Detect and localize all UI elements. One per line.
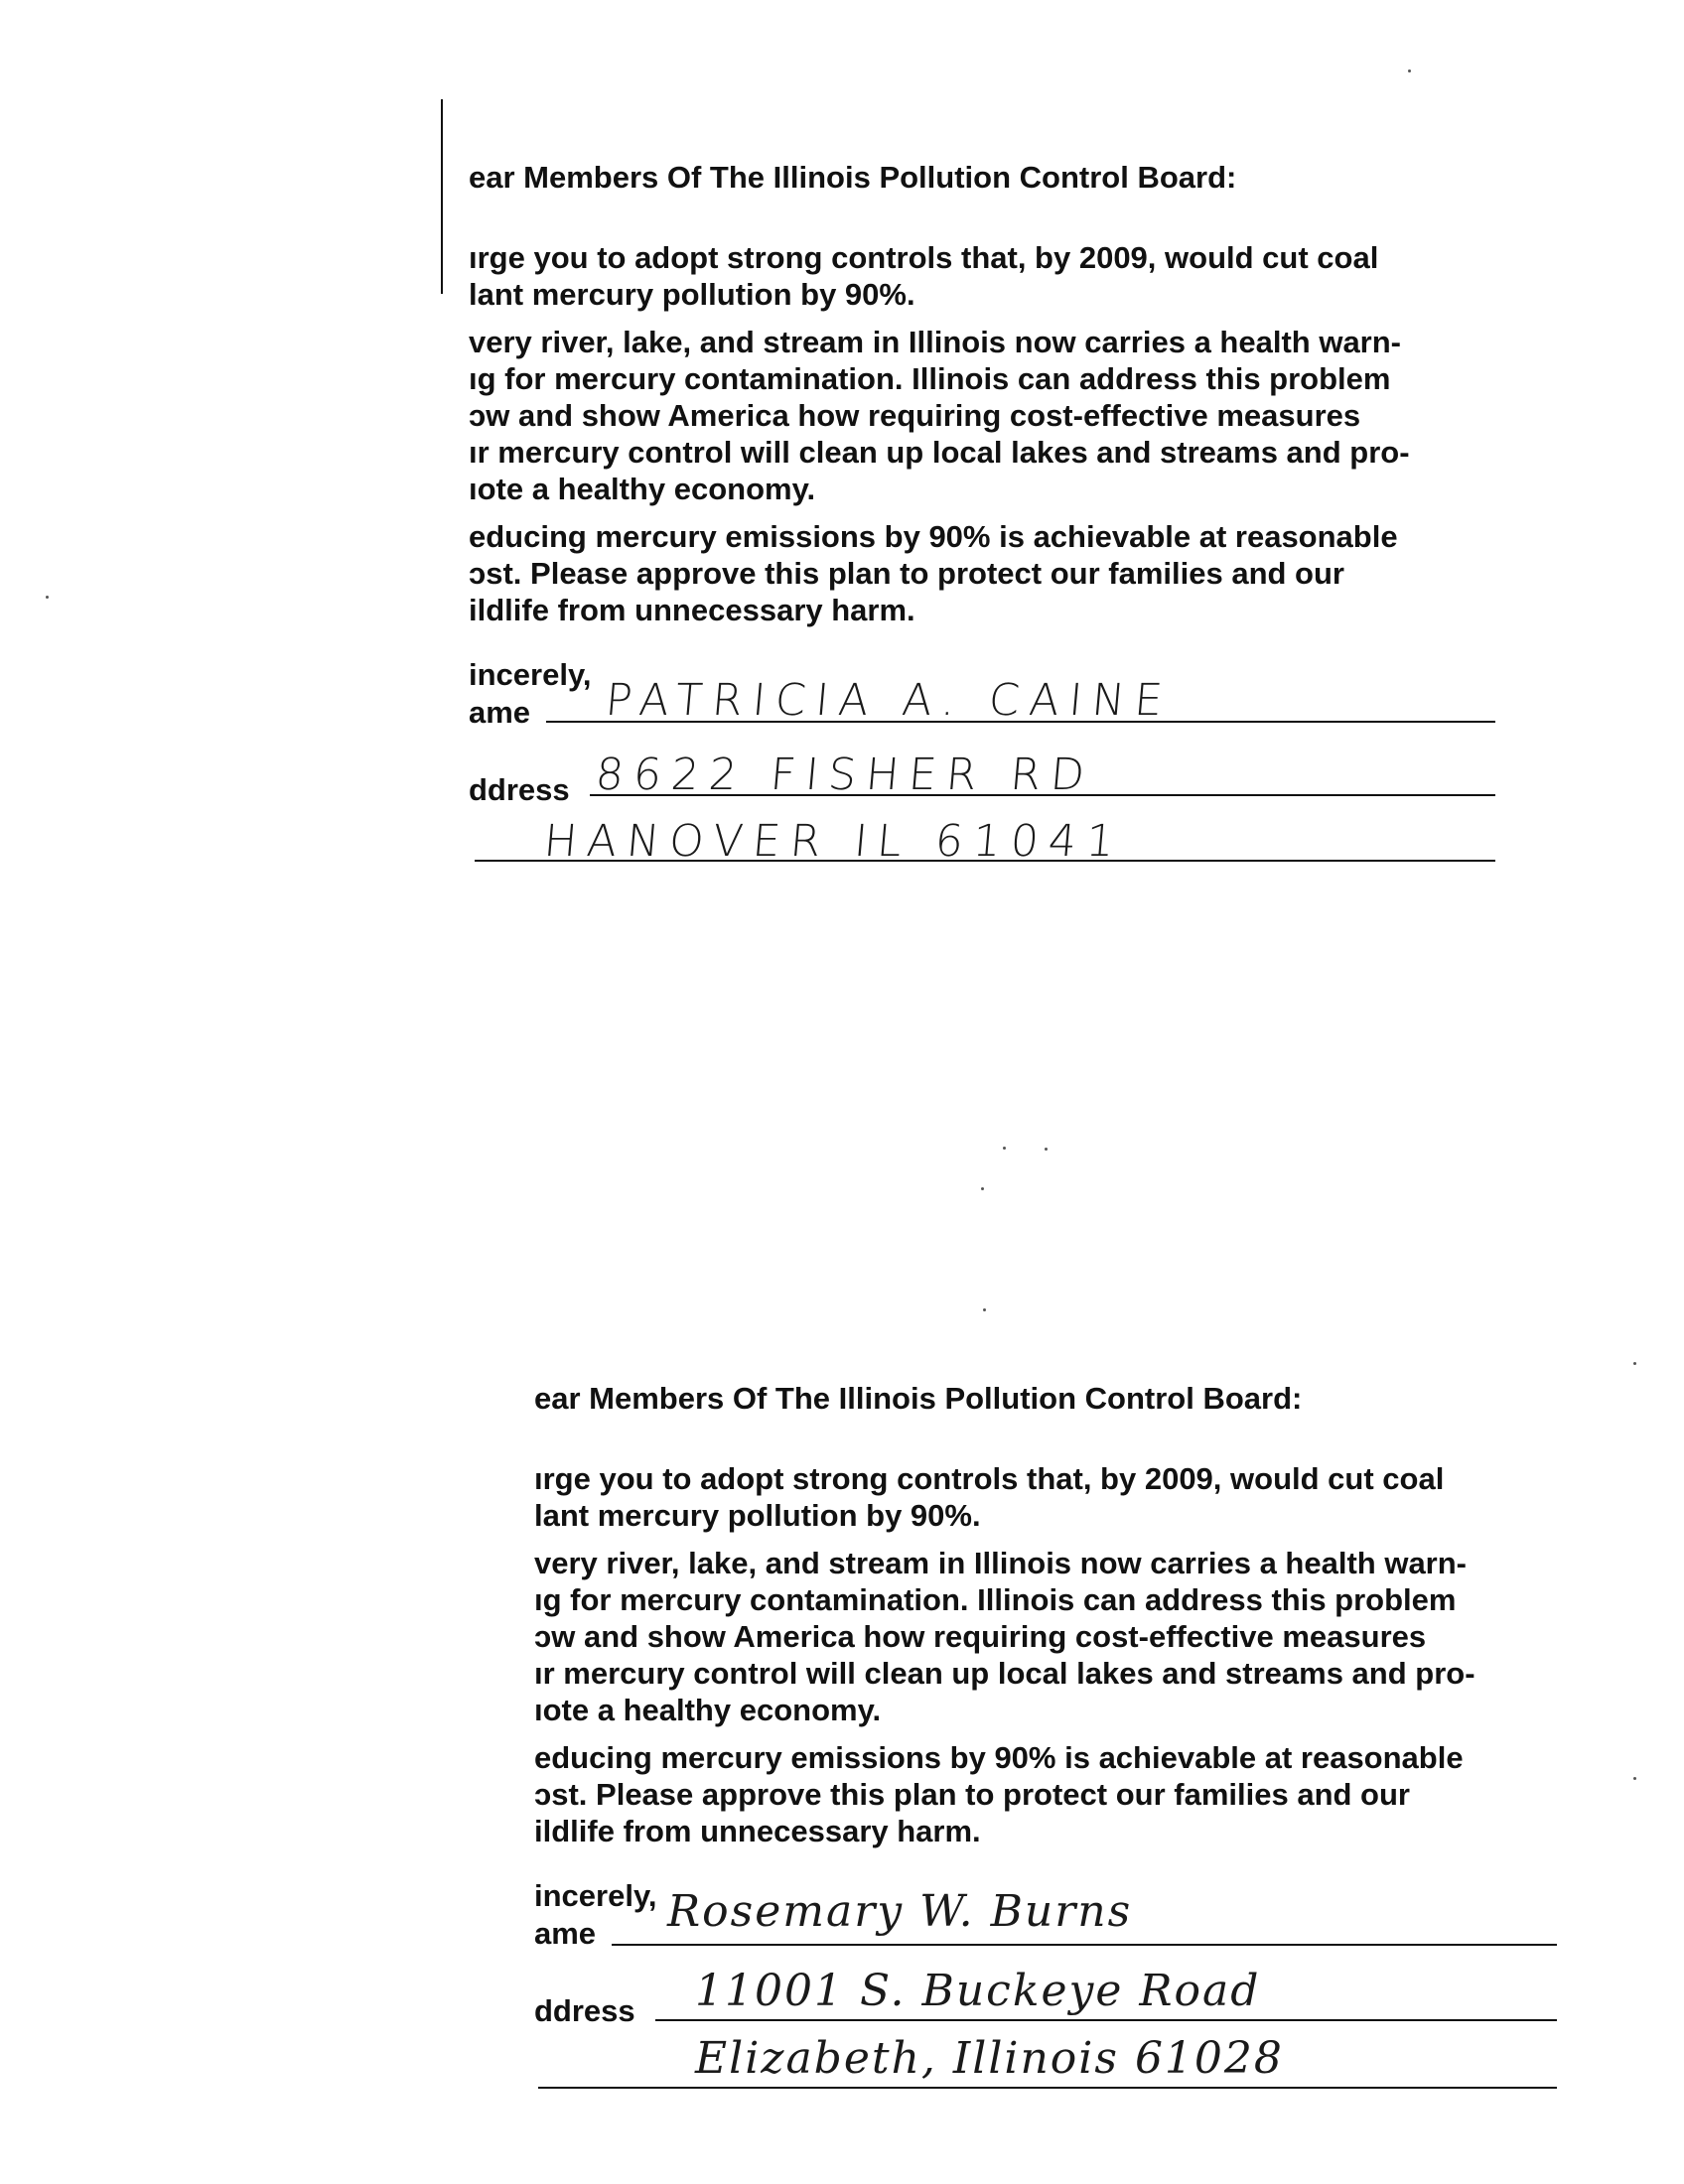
- text-line: very river, lake, and stream in Illinois now carries a health warn-: [534, 1546, 1468, 1580]
- paragraph-2: [469, 324, 1410, 507]
- salutation: ear Members Of The Illinois Pollution Control Board:: [469, 160, 1237, 195]
- text-line: ıote a healthy economy.: [534, 1693, 882, 1727]
- handwritten-address-line-1: 8622 FISHER RD: [593, 750, 1097, 800]
- closing: incerely,: [469, 657, 592, 692]
- name-label: ame: [469, 695, 531, 730]
- text-line: ɔst. Please approve this plan to protect our families and our: [534, 1777, 1410, 1812]
- text-line: lant mercury pollution by 90%.: [534, 1498, 981, 1533]
- scan-speck: [46, 596, 49, 599]
- scan-speck: [1003, 1147, 1006, 1150]
- handwritten-name: PATRICIA A. CAINE: [603, 675, 1175, 726]
- paragraph-1: [534, 1460, 1475, 1534]
- text-line: ıote a healthy economy.: [469, 472, 816, 506]
- text-line: ırge you to adopt strong controls that, by 2009, would cut coal: [534, 1461, 1445, 1496]
- name-line: [612, 1944, 1557, 1946]
- text-line: ɔst. Please approve this plan to protect our families and our: [469, 556, 1344, 591]
- scan-speck: [983, 1308, 986, 1311]
- text-line: ıg for mercury contamination. Illinois can address this problem: [534, 1582, 1457, 1617]
- text-line: very river, lake, and stream in Illinois now carries a health warn-: [469, 325, 1402, 359]
- text-line: educing mercury emissions by 90% is achievable at reasonable: [469, 519, 1398, 554]
- letter-2: [534, 1380, 1475, 1860]
- paragraph-3: [534, 1739, 1475, 1849]
- scan-edge-mark: [441, 280, 443, 294]
- handwritten-address-line-2: HANOVER IL 61041: [541, 816, 1127, 867]
- text-line: ırge you to adopt strong controls that, by 2009, would cut coal: [469, 240, 1379, 275]
- closing: incerely,: [534, 1878, 657, 1913]
- text-line: educing mercury emissions by 90% is achievable at reasonable: [534, 1740, 1464, 1775]
- text-line: ıg for mercury contamination. Illinois can address this problem: [469, 361, 1391, 396]
- scan-speck: [1633, 1777, 1636, 1780]
- scan-speck: [981, 1187, 984, 1190]
- address-label: ddress: [469, 772, 570, 807]
- name-label: ame: [534, 1916, 597, 1951]
- scan-speck: [1045, 1148, 1048, 1151]
- handwritten-address-line-1: 11001 S. Buckeye Road: [695, 1966, 1261, 2016]
- scan-speck: [1633, 1362, 1636, 1365]
- salutation: ear Members Of The Illinois Pollution Control Board:: [534, 1381, 1303, 1416]
- scan-speck: [1408, 69, 1411, 72]
- letter-1: [469, 159, 1410, 639]
- address-line-2: [538, 2087, 1557, 2089]
- text-line: ildlife from unnecessary harm.: [534, 1814, 981, 1848]
- text-line: ır mercury control will clean up local lakes and streams and pro-: [534, 1656, 1475, 1691]
- text-line: lant mercury pollution by 90%.: [469, 277, 915, 312]
- handwritten-name: Rosemary W. Burns: [667, 1886, 1133, 1937]
- paragraph-3: [469, 518, 1410, 628]
- text-line: ildlife from unnecessary harm.: [469, 593, 915, 627]
- text-line: ır mercury control will clean up local lakes and streams and pro-: [469, 435, 1410, 470]
- text-line: ɔw and show America how requiring cost-effective measures: [469, 398, 1361, 433]
- scan-edge-line: [441, 99, 443, 288]
- paragraph-1: [469, 239, 1410, 313]
- text-line: ɔw and show America how requiring cost-effective measures: [534, 1619, 1427, 1654]
- address-label: ddress: [534, 1993, 635, 2028]
- address-line-1: [655, 2019, 1557, 2021]
- handwritten-address-line-2: Elizabeth, Illinois 61028: [695, 2033, 1284, 2084]
- paragraph-2: [534, 1545, 1475, 1728]
